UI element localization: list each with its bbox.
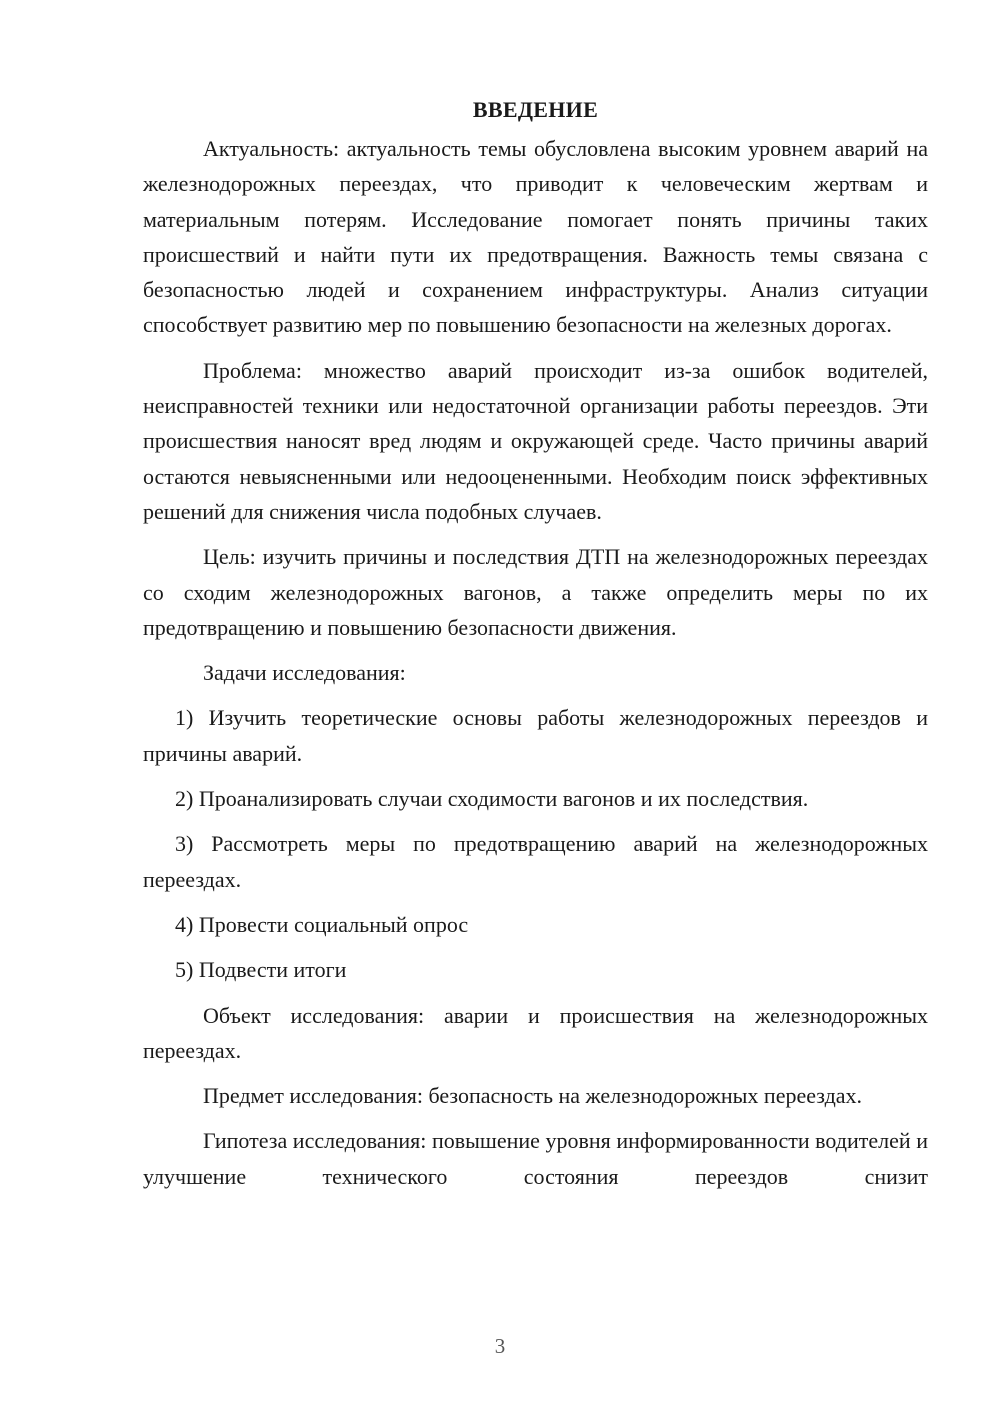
paragraph-problem: Проблема: множество аварий происходит из-за ошибок водителей, неисправностей техники или недостаточной организации работы переездов. Эти происшествия наносят вред людям и окружающей среде. Часто причины аварий остаются невыясненными или недооцененными. Необходим поиск эффективных решений для снижения числа подобных случаев.	[143, 357, 928, 524]
task-item: 2) Проанализировать случаи сходимости вагонов и их последствия.	[175, 786, 809, 812]
paragraph-subject: Предмет исследования: безопасность на железнодорожных переездах.	[203, 1083, 863, 1109]
section-title: ВВЕДЕНИЕ	[472, 97, 599, 122]
paragraph-object: Объект исследования: аварии и происшествия на железнодорожных переездах.	[143, 1002, 928, 1063]
task-item: 4) Провести социальный опрос	[175, 911, 469, 937]
tasks-heading: Задачи исследования:	[203, 660, 406, 686]
task-item: 5) Подвести итоги	[175, 957, 347, 983]
paragraph-goal: Цель: изучить причины и последствия ДТП на железнодорожных переездах со сходим железнодорожных вагонов, а также определить меры по их предотвращению и повышению безопасности движения.	[143, 544, 928, 640]
page-number: 3	[494, 1334, 506, 1358]
paragraph-relevance: Актуальность: актуальность темы обусловлена высоким уровнем аварий на железнодорожных переездах, что приводит к человеческим жертвам и материальным потерям. Исследование помогает понять причины таких происшествий и найти пути их предотвращения. Важность темы связана с безопасностью людей и сохранением инфраструктуры. Анализ ситуации способствует развитию мер по повышению безопасности на железных дорогах.	[143, 136, 928, 338]
task-item: 3) Рассмотреть меры по предотвращению аварий на железнодорожных переездах.	[143, 831, 928, 892]
paragraph-hypothesis: Гипотеза исследования: повышение уровня информированности водителей и улучшение технического состояния переездов снизит	[143, 1128, 928, 1189]
document-page	[143, 92, 928, 1194]
task-item: 1) Изучить теоретические основы работы железнодорожных переездов и причины аварий.	[143, 705, 928, 766]
